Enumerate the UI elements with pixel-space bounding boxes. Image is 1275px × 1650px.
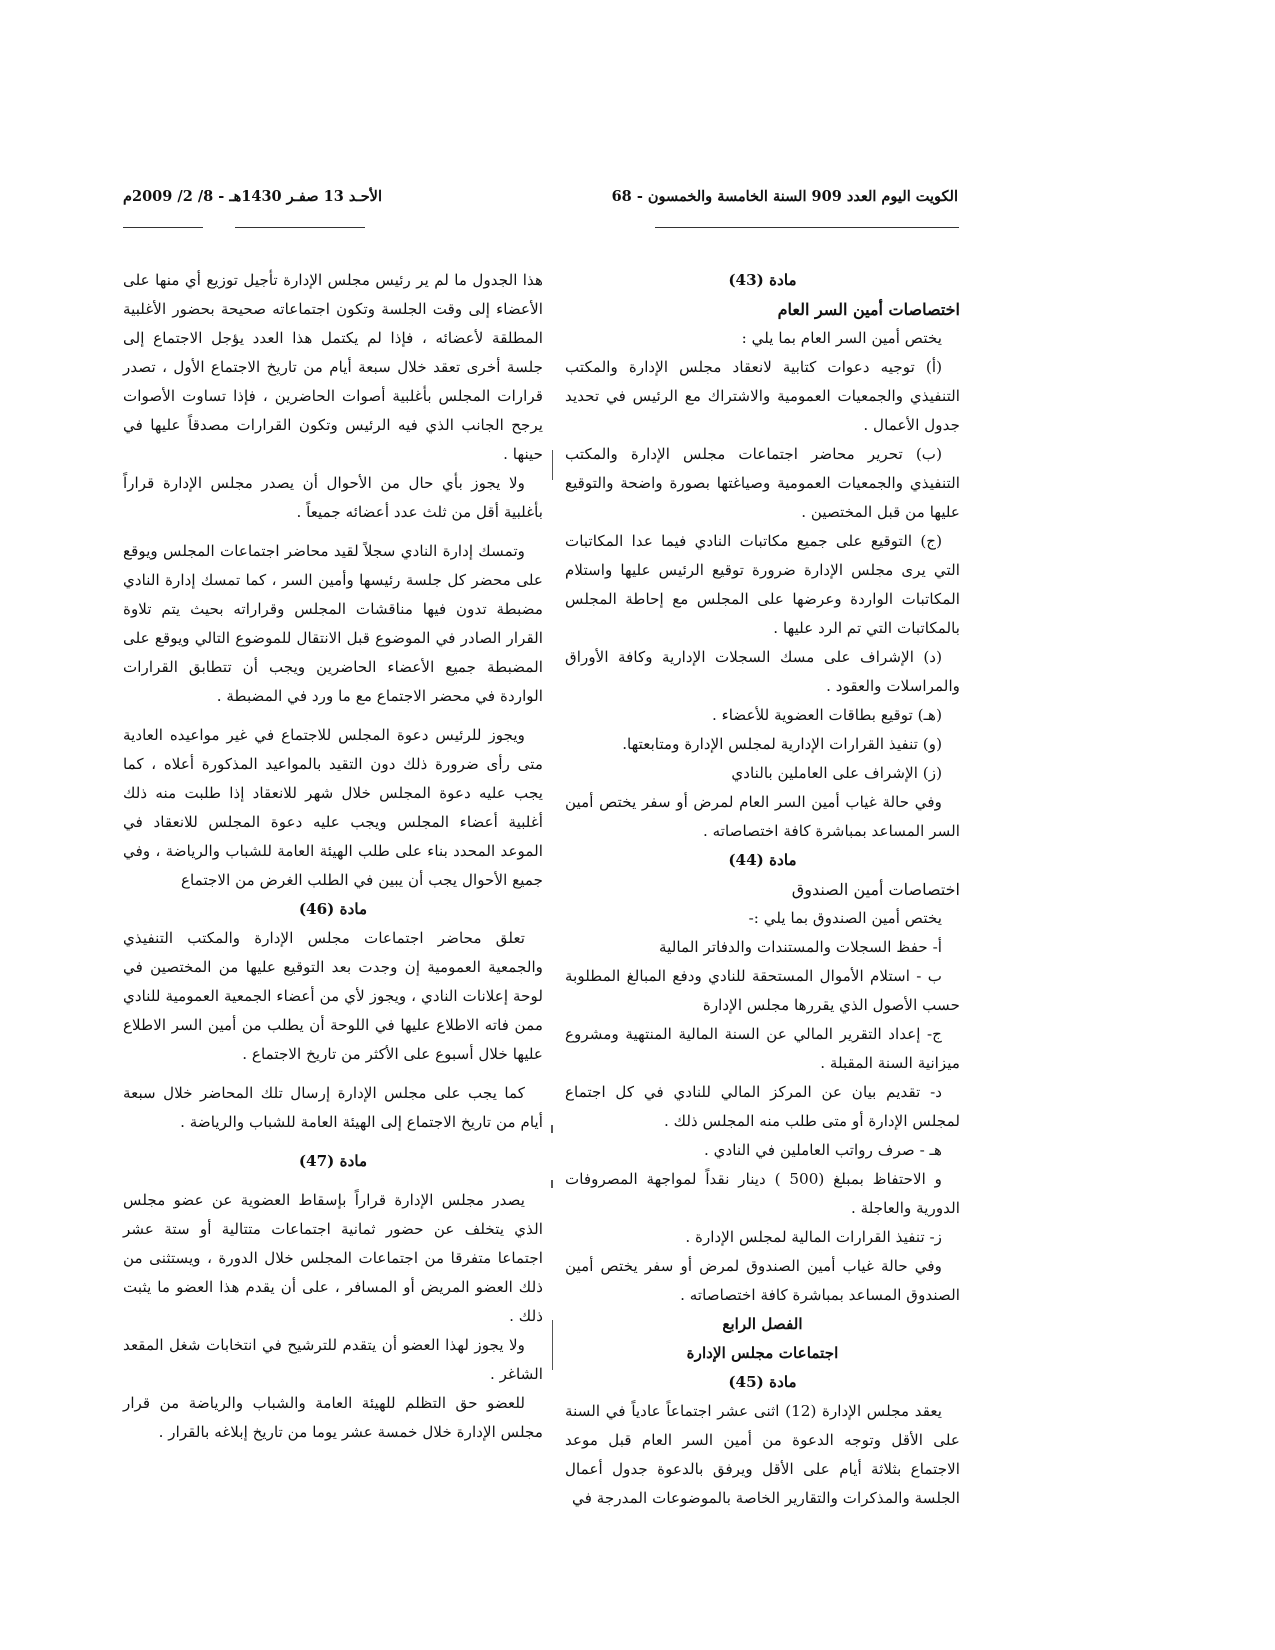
article-44-item-b: ب - استلام الأموال المستحقة للنادي ودفع المبالغ المطلوبة حسب الأصول الذي يقررها مجلس الإدارة [565, 967, 960, 1014]
article-43-item-h: وفي حالة غياب أمين السر العام لمرض أو سفر يختص أمين السر المساعد بمباشرة كافة اختصاصاته . [565, 793, 960, 840]
column-divider-mark [551, 1125, 553, 1133]
article-47-paragraph-3: للعضو حق التظلم للهيئة العامة والشباب والرياضة من قرار مجلس الإدارة خلال خمسة عشر يوما من تاريخ إبلاغه بالقرار . [123, 1394, 543, 1441]
continuation-paragraph-4: ويجوز للرئيس دعوة المجلس للاجتماع في غير مواعيده العادية متى رأى ضرورة ذلك دون التقيد بالمواعيد المذكورة أعلاه ، كما يجب عليه دعوة المجلس خلال شهر للانعقاد إذا طلبت منه ذلك أغلبية أعضاء المجلس ويجب عليه دعوة المجلس للانعقاد في الموعد المحدد بناء على طلب الهيئة العامة للشباب والرياضة ، وفي جميع الأحوال يجب أن يبين في الطلب الغرض من الاجتماع [123, 726, 543, 889]
article-47-paragraph-2: ولا يجوز لهذا العضو أن يتقدم للترشيح في انتخابات شغل المقعد الشاغر . [123, 1336, 543, 1383]
article-46-paragraph-1: تعلق محاضر اجتماعات مجلس الإدارة والمكتب التنفيذي والجمعية العمومية إن وجدت بعد التوقيع عليها من المختصين في لوحة إعلانات النادي ، ويجوز لأي من أعضاء الجمعية العمومية للنادي ممن فاته الاطلاع عليها في اللوحة أن يطلب من أمين السر الاطلاع عليها خلال أسبوع على الأكثر من تاريخ الاجتماع . [123, 929, 543, 1063]
article-47-paragraph-1: يصدر مجلس الإدارة قراراً بإسقاط العضوية عن عضو مجلس الذي يتخلف عن حضور ثمانية اجتماعات متتالية أو ستة عشر اجتماعا متفرقا من اجتماعات المجلس خلال الدورة ، ويستثنى من ذلك العضو المريض أو المسافر ، على أن يقدم هذا العضو ما يثبت ذلك . [123, 1191, 543, 1325]
article-44-item-f: و الاحتفاظ بمبلغ (500 ) دينار نقداً لمواجهة المصروفات الدورية والعاجلة . [565, 1170, 960, 1217]
article-43-item-f: (و) تنفيذ القرارات الإدارية لمجلس الإدارة ومتابعتها. [622, 735, 942, 753]
article-43-item-e: (هـ) توقيع بطاقات العضوية للأعضاء . [711, 706, 942, 724]
article-44-item-a: أ- حفظ السجلات والمستندات والدفاتر المالية [659, 938, 942, 956]
article-43-title: مادة (43) [728, 271, 797, 289]
column-divider-mark [551, 1180, 553, 1188]
article-43-item-d: (د) الإشراف على مسك السجلات الإدارية وكافة الأوراق والمراسلات والعقود . [565, 648, 960, 695]
article-44-item-d: د- تقديم بيان عن المركز المالي للنادي في كل اجتماع لمجلس الإدارة أو متى طلب منه المجلس ذلك . [565, 1083, 960, 1130]
chapter-subtitle: اجتماعات مجلس الإدارة [686, 1344, 839, 1362]
continuation-paragraph-3: وتمسك إدارة النادي سجلاً لقيد محاضر اجتماعات المجلس ويوقع على محضر كل جلسة رئيسها وأمين السر ، كما تمسك إدارة النادي مضبطة تدون فيها مناقشات المجلس وقراراته بحيث يتم تلاوة القرار الصادر في الموضوع قبل الانتقال للموضوع التالي ويوقع على المضبطة جميع الأعضاء الحاضرين ويجب أن تتطابق القرارات الواردة في محضر الاجتماع مع ما ورد في المضبطة . [123, 542, 543, 705]
article-44-item-g: ز- تنفيذ القرارات المالية لمجلس الإدارة . [685, 1228, 942, 1246]
header-issue-info: الكويت اليوم العدد 909 السنة الخامسة والخمسون - 68 [611, 188, 958, 205]
article-45-paragraph: يعقد مجلس الإدارة (12) اثنى عشر اجتماعاً عادياً في السنة على الأقل وتوجه الدعوة من أمين السر العام قبل موعد الاجتماع بثلاثة أيام على الأقل ويرفق بالدعوة جدول أعمال الجلسة والمذكرات والتقارير الخاصة بالموضوعات المدرجة في [565, 1402, 960, 1507]
article-44-item-e: هـ - صرف رواتب العاملين في النادي . [704, 1141, 942, 1159]
header-rule-right [655, 227, 959, 228]
article-46-paragraph-2: كما يجب على مجلس الإدارة إرسال تلك المحاضر خلال سبعة أيام من تاريخ الاجتماع إلى الهيئة العامة للشباب والرياضة . [123, 1084, 543, 1131]
article-47-title: مادة (47) [298, 1152, 368, 1170]
article-44-intro: يختص أمين الصندوق بما يلي :- [748, 909, 942, 927]
article-43-item-a: (أ) توجيه دعوات كتابية لانعقاد مجلس الإدارة والمكتب التنفيذي والجمعيات العمومية والاشتراك مع الرئيس في تحديد جدول الأعمال . [565, 358, 960, 434]
article-44-item-c: ج- إعداد التقرير المالي عن السنة المالية المنتهية ومشروع ميزانية السنة المقبلة . [565, 1025, 960, 1072]
continuation-paragraph-2: ولا يجوز بأي حال من الأحوال أن يصدر مجلس الإدارة قراراً بأغلبية أقل من ثلث عدد أعضائه جميعاً . [123, 474, 543, 521]
header-rule-left [123, 227, 203, 228]
article-43-item-c: (ج) التوقيع على جميع مكاتبات النادي فيما عدا المكاتبات التي يرى مجلس الإدارة ضرورة توقيع الرئيس عليها واستلام المكاتبات الواردة وعرضها على المجلس مع إحاطة المجلس بالمكاتبات التي تم الرد عليها . [565, 532, 960, 637]
header-rule-left-2 [235, 227, 365, 228]
column-divider [552, 450, 553, 480]
article-44-title: مادة (44) [728, 851, 797, 869]
article-46-title: مادة (46) [298, 900, 368, 918]
column-divider [552, 1320, 553, 1370]
article-45-title: مادة (45) [728, 1373, 797, 1391]
article-43-intro: يختص أمين السر العام بما يلي : [741, 329, 942, 347]
continuation-paragraph-1: هذا الجدول ما لم ير رئيس مجلس الإدارة تأجيل توزيع أي منها على الأعضاء إلى وقت الجلسة وتكون اجتماعاته صحيحة بحضور الأغلبية المطلقة لأعضائه ، فإذا لم يكتمل هذا العدد يؤجل الاجتماع إلى جلسة أخرى تعقد خلال سبعة أيام من تاريخ الاجتماع الأول ، تصدر قرارات المجلس بأغلبية أصوات الحاضرين ، فإذا تساوت الأصوات يرجح الجانب الذي فيه الرئيس وتكون القرارات مصدقاً عليها في حينها . [123, 271, 543, 463]
article-43-item-g: (ز) الإشراف على العاملين بالنادي [731, 764, 942, 782]
article-43-item-b: (ب) تحرير محاضر اجتماعات مجلس الإدارة والمكتب التنفيذي والجمعيات العمومية وصياغتها بصورة واضحة والتوقيع عليها من قبل المختصين . [565, 445, 960, 521]
header-date: الأحـد 13 صفـر 1430هـ - 8/ 2/ 2009م [123, 188, 382, 205]
chapter-title: الفصل الرابع [722, 1315, 803, 1333]
article-44-item-h: وفي حالة غياب أمين الصندوق لمرض أو سفر يختص أمين الصندوق المساعد بمباشرة كافة اختصاصاته . [565, 1257, 960, 1304]
right-column [565, 266, 960, 1513]
article-44-heading: اختصاصات أمين الصندوق [791, 880, 960, 899]
left-column [123, 266, 543, 1447]
article-43-heading: اختصاصات أمين السر العام [777, 300, 960, 319]
